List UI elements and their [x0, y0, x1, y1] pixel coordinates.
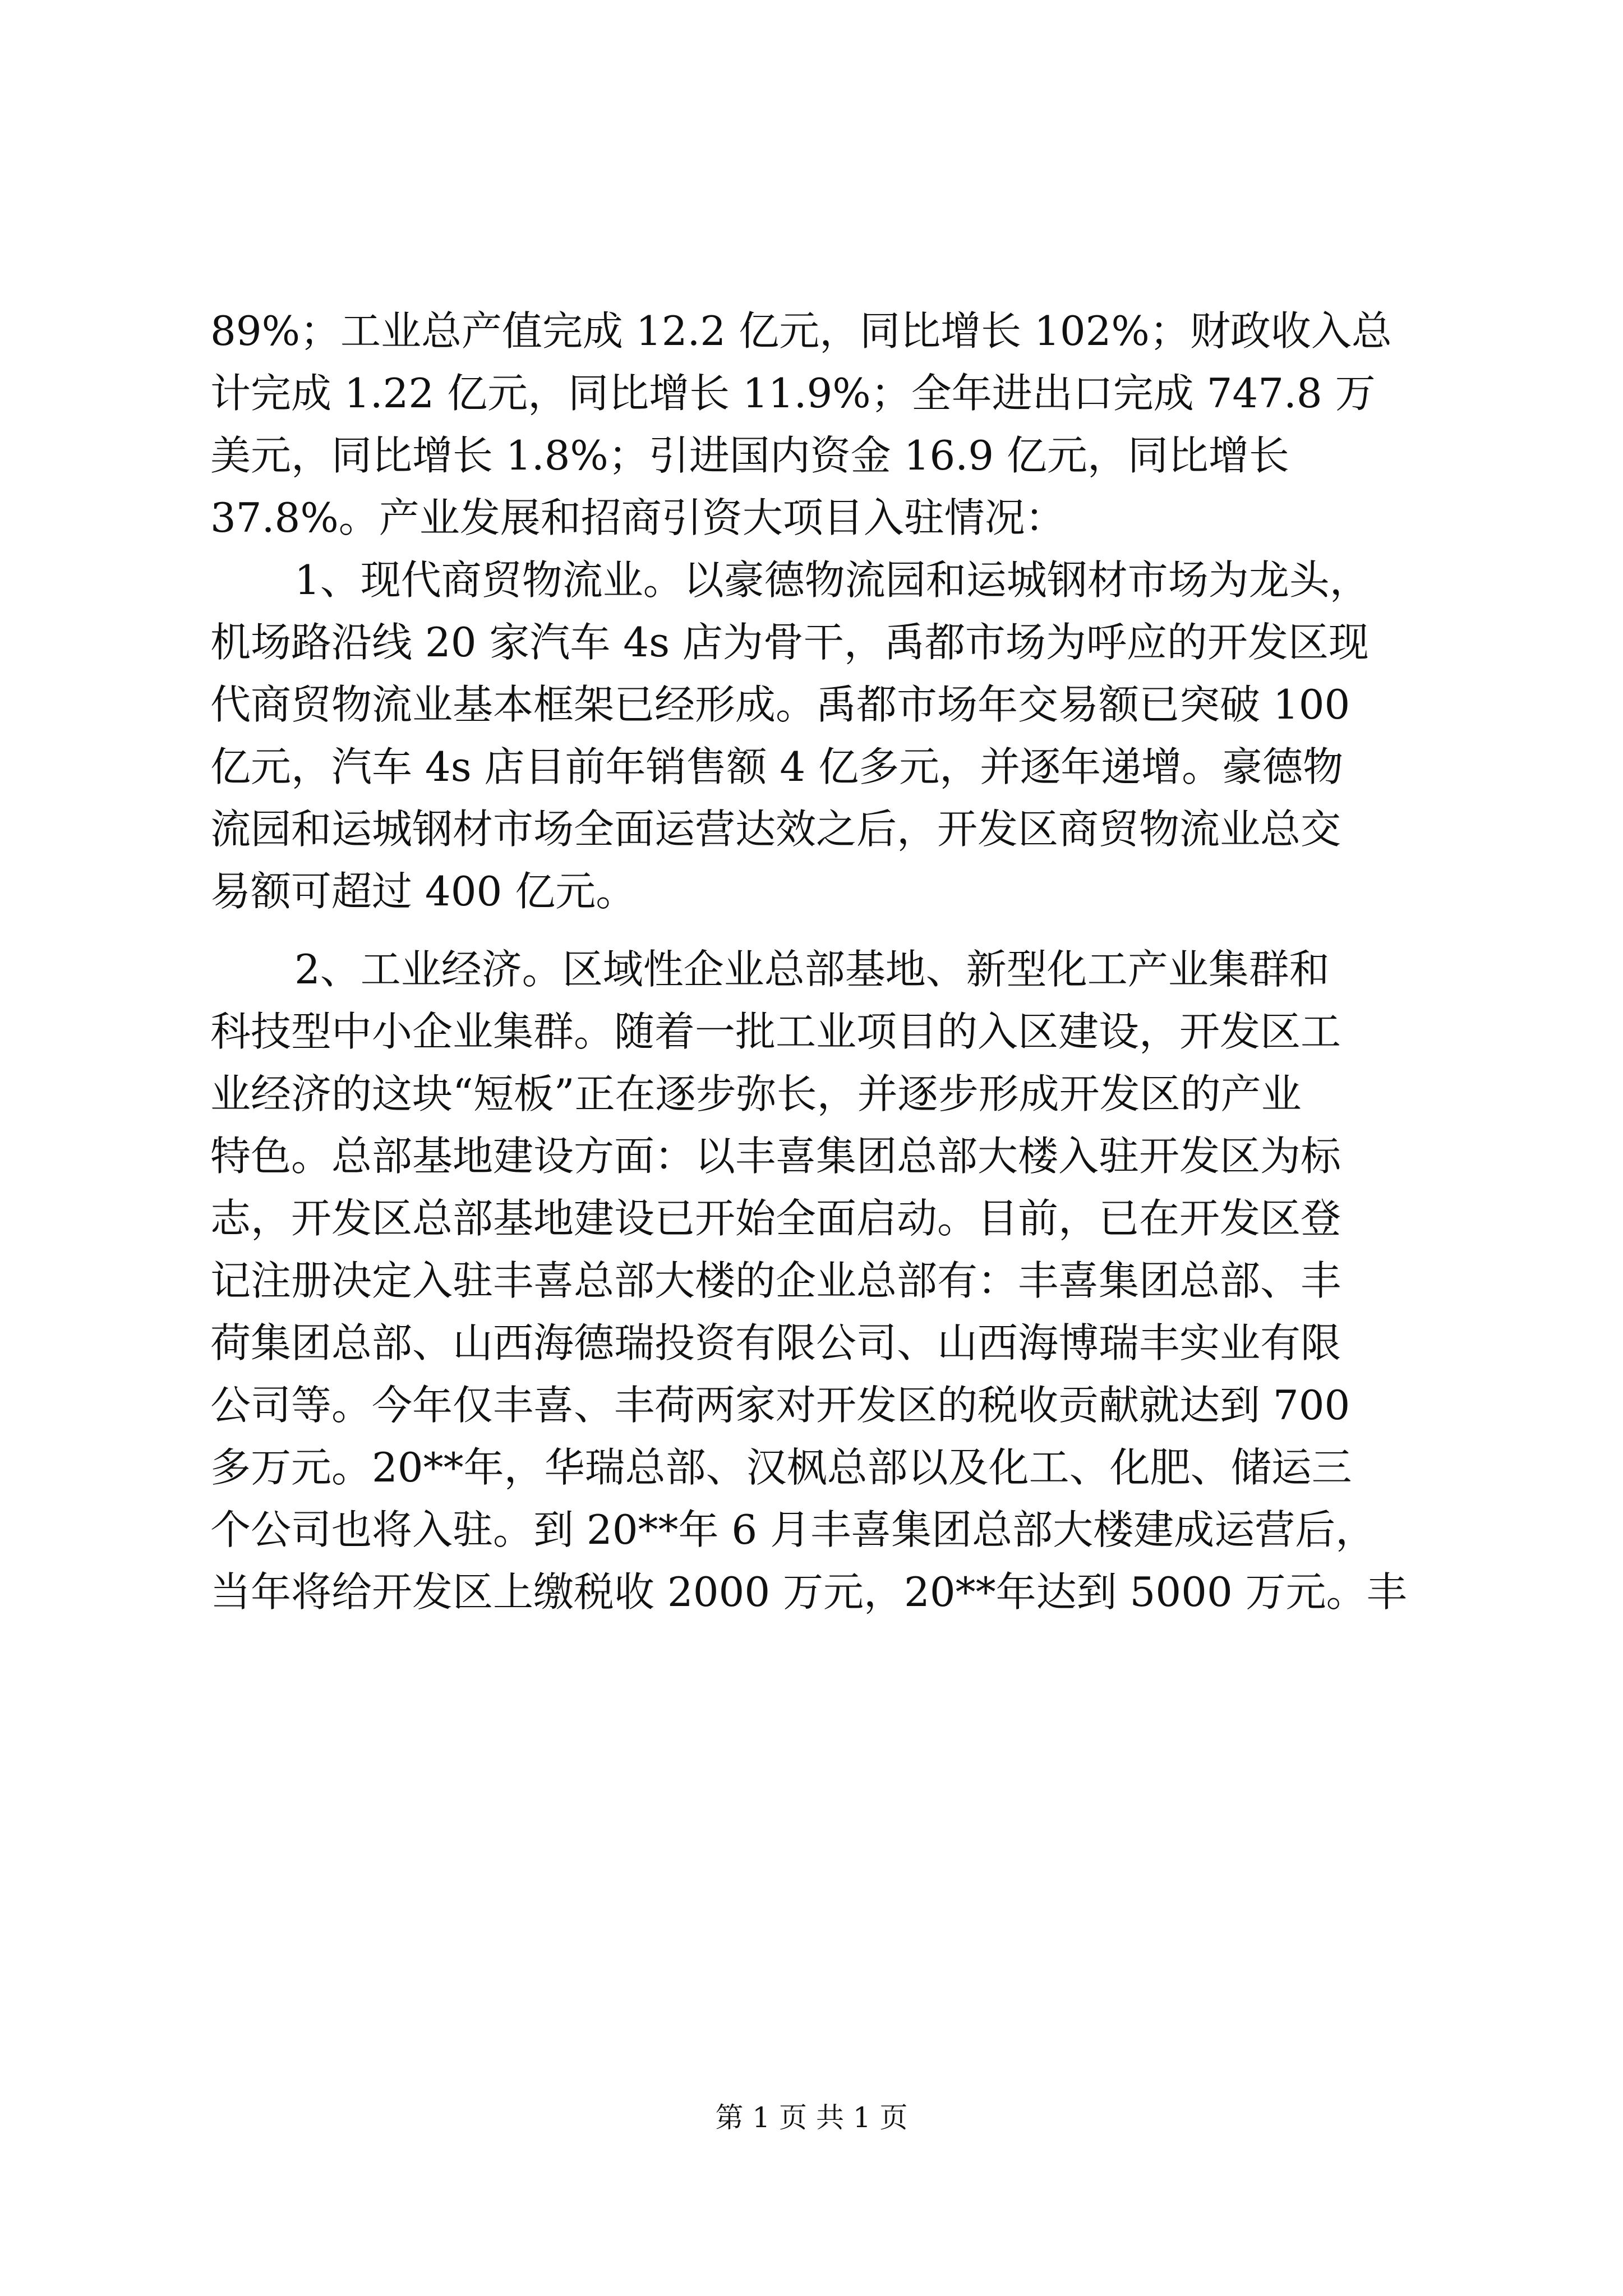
text-line: 89%；工业总产值完成 12.2 亿元，同比增长 102%；财政收入总 [210, 307, 1392, 355]
text-line: 流园和运城钢材市场全面运营达效之后，开发区商贸物流业总交 [210, 806, 1341, 853]
page-footer [0, 2101, 1623, 2134]
text-line: 美元，同比增长 1.8%；引进国内资金 16.9 亿元，同比增长 [210, 432, 1289, 479]
text-line: 公司等。今年仅丰喜、丰荷两家对开发区的税收贡献就达到 700 [210, 1382, 1350, 1429]
text-line: 计完成 1.22 亿元，同比增长 11.9%；全年进出口完成 747.8 万 [210, 370, 1376, 417]
text-line: 当年将给开发区上缴税收 2000 万元，20**年达到 5000 万元。丰 [210, 1568, 1407, 1616]
text-line: 特色。总部基地建设方面：以丰喜集团总部大楼入驻开发区为标 [210, 1133, 1341, 1180]
text-line: 亿元，汽车 4s 店目前年销售额 4 亿多元，并逐年递增。豪德物 [210, 743, 1344, 790]
text-line: 多万元。20**年，华瑞总部、汉枫总部以及化工、化肥、储运三 [210, 1444, 1352, 1491]
document-body [210, 300, 1422, 1623]
text-line: 代商贸物流业基本框架已经形成。禹都市场年交易额已突破 100 [210, 681, 1350, 728]
text-line: 记注册决定入驻丰喜总部大楼的企业总部有：丰喜集团总部、丰 [210, 1257, 1341, 1304]
text-line-first: 1、现代商贸物流业。以豪德物流园和运城钢材市场为龙头， [294, 556, 1370, 604]
page-indicator: 第 1 页 共 1 页 [715, 2101, 908, 2134]
text-line: 科技型中小企业集群。随着一批工业项目的入区建设，开发区工 [210, 1008, 1341, 1055]
text-line: 荷集团总部、山西海德瑞投资有限公司、山西海博瑞丰实业有限 [210, 1319, 1341, 1366]
paragraph-summary [210, 300, 1422, 549]
text-line-first: 2、工业经济。区域性企业总部基地、新型化工产业集群和 [294, 946, 1330, 993]
text-line: 易额可超过 400 亿元。 [210, 868, 637, 915]
paragraph-logistics [210, 549, 1422, 923]
text-line: 业经济的这块“短板”正在逐步弥长，并逐步形成开发区的产业 [210, 1070, 1302, 1117]
text-line: 个公司也将入驻。到 20**年 6 月丰喜集团总部大楼建成运营后， [210, 1506, 1376, 1553]
text-line: 机场路沿线 20 家汽车 4s 店为骨干，禹都市场为呼应的开发区现 [210, 619, 1369, 666]
paragraph-industry [210, 938, 1422, 1623]
text-line: 37.8%。产业发展和招商引资大项目入驻情况： [210, 494, 1066, 541]
text-line: 志，开发区总部基地建设已开始全面启动。目前，已在开发区登 [210, 1195, 1341, 1242]
